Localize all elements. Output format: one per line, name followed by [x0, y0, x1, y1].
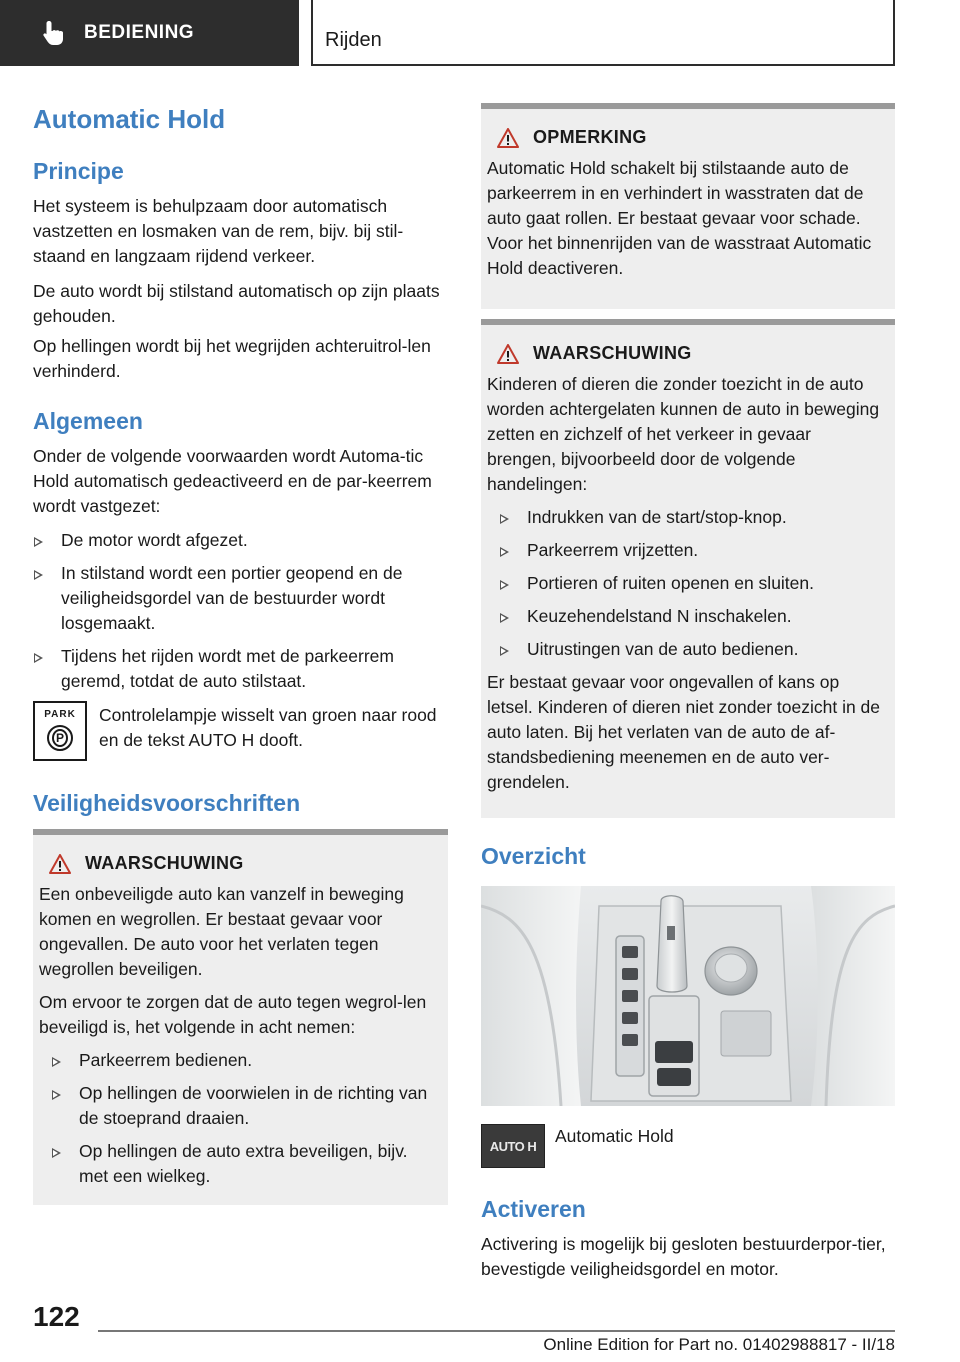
algemeen-list	[33, 528, 448, 702]
list-item: Uitrustingen van de auto bedienen.	[499, 637, 883, 662]
list-item: Parkeerrem vrijzetten.	[499, 538, 883, 563]
list-item: Op hellingen de voorwielen in de richting van de stoeprand draaien.	[51, 1081, 436, 1131]
bullet-triangle-icon	[52, 1057, 61, 1067]
warning-box-right	[481, 319, 895, 818]
heading-veiligheid: Veiligheidsvoorschriften	[33, 790, 301, 816]
footer-divider	[98, 1330, 895, 1332]
list-item: Parkeerrem bedienen.	[51, 1048, 436, 1073]
list-item: Keuzehendelstand N inschakelen.	[499, 604, 883, 629]
list-item: In stilstand wordt een portier geopend en de veiligheidsgordel van de bestuurder wordt losgemaakt.	[33, 561, 448, 636]
list-item: Portieren of ruiten openen en sluiten.	[499, 571, 883, 596]
auto-hold-caption: Automatic Hold	[555, 1126, 674, 1146]
bullet-triangle-icon	[500, 613, 509, 623]
warning-title: WAARSCHUWING	[85, 853, 244, 873]
activeren-text: Activering is mogelijk bij gesloten bestuurderpor-tier, bevestigde veiligheidsgordel en motor.	[481, 1234, 886, 1279]
heading-algemeen: Algemeen	[33, 408, 143, 434]
warning-triangle-icon	[497, 128, 519, 148]
principe-p1: Het systeem is behulpzaam door automatisch vastzetten en losmaken van de rem, bijv. bij stil-staand en langzaam rijdend verkeer.	[33, 196, 404, 266]
warning-title: WAARSCHUWING	[533, 343, 692, 363]
bullet-triangle-icon	[500, 514, 509, 524]
section-tab	[0, 0, 299, 66]
edition-note: Online Edition for Part no. 01402988817 - II/18	[543, 1335, 895, 1354]
bullet-triangle-icon	[500, 547, 509, 557]
warning-intro: Kinderen of dieren die zonder toezicht in de auto worden achtergelaten kunnen de auto in beweging zetten en zichzelf of het verkeer in gevaar brengen, bijvoorbeeld door de volgende handelingen:	[487, 374, 880, 494]
heading-overzicht: Overzicht	[481, 843, 586, 869]
bullet-triangle-icon	[500, 646, 509, 656]
bullet-triangle-icon	[34, 653, 43, 663]
chapter-header	[311, 0, 895, 66]
list-item: Indrukken van de start/stop-knop.	[499, 505, 883, 530]
warning-outro: Er bestaat gevaar voor ongevallen of kans op letsel. Kinderen of dieren niet zonder toezicht in de auto laten. Bij het verlaten van de auto de af-standsbediening meenemen en de auto ver-grendelen.	[487, 672, 881, 792]
list-item: Op hellingen de auto extra beveiligen, bijv. met een wielkeg.	[51, 1139, 436, 1189]
heading-activeren: Activeren	[481, 1196, 586, 1222]
warning-box-left	[33, 829, 448, 1205]
note-text: Automatic Hold schakelt bij stilstaande auto de parkeerrem in en verhindert in wasstraten dat de auto gaat rollen. Er bestaat gevaar voor schade. Voor het binnenrijden van de wasstraat Automatic Hold deactiveren.	[487, 158, 872, 278]
center-console-image	[481, 886, 895, 1106]
bullet-triangle-icon	[34, 570, 43, 580]
principe-p2: De auto wordt bij stilstand automatisch op zijn plaats gehouden.	[33, 281, 440, 326]
bullet-triangle-icon	[500, 580, 509, 590]
warning-p2: Om ervoor te zorgen dat de auto tegen wegrol-len beveiligd is, het volgende in acht nemen:	[39, 992, 427, 1037]
warning-list	[499, 505, 883, 662]
algemeen-intro: Onder de volgende voorwaarden wordt Automa-tic Hold automatisch gedeactiveerd en de par-keerrem wordt vastgezet:	[33, 446, 432, 516]
list-item: De motor wordt afgezet.	[33, 528, 448, 553]
principe-p3: Op hellingen wordt bij het wegrijden achteruitrol-len verhinderd.	[33, 336, 431, 381]
chapter-label: Rijden	[325, 29, 382, 51]
warning-p1: Een onbeveiligde auto kan vanzelf in beweging komen en wegrollen. Er bestaat gevaar voor ongevallen. De auto voor het verlaten tegen wegrollen beveiligen.	[39, 884, 404, 979]
section-label: BEDIENING	[84, 22, 195, 43]
warning-triangle-icon	[49, 854, 71, 874]
auto-hold-button-icon: AUTO H	[481, 1124, 545, 1168]
warning-triangle-icon	[497, 344, 519, 364]
park-brake-indicator-icon: PARK P	[33, 701, 87, 761]
list-item: Tijdens het rijden wordt met de parkeerrem geremd, totdat de auto stilstaat.	[33, 644, 448, 694]
page-title: Automatic Hold	[33, 104, 226, 134]
bullet-triangle-icon	[52, 1090, 61, 1100]
bullet-triangle-icon	[34, 537, 43, 547]
bullet-triangle-icon	[52, 1148, 61, 1158]
heading-principe: Principe	[33, 158, 124, 184]
lamp-text: Controlelampje wisselt van groen naar rood en de tekst AUTO H dooft.	[99, 705, 437, 750]
page-number: 122	[33, 1301, 80, 1332]
hand-pointer-icon	[42, 20, 66, 46]
note-title: OPMERKING	[533, 127, 647, 147]
note-box	[481, 103, 895, 309]
warning-list	[51, 1048, 436, 1189]
